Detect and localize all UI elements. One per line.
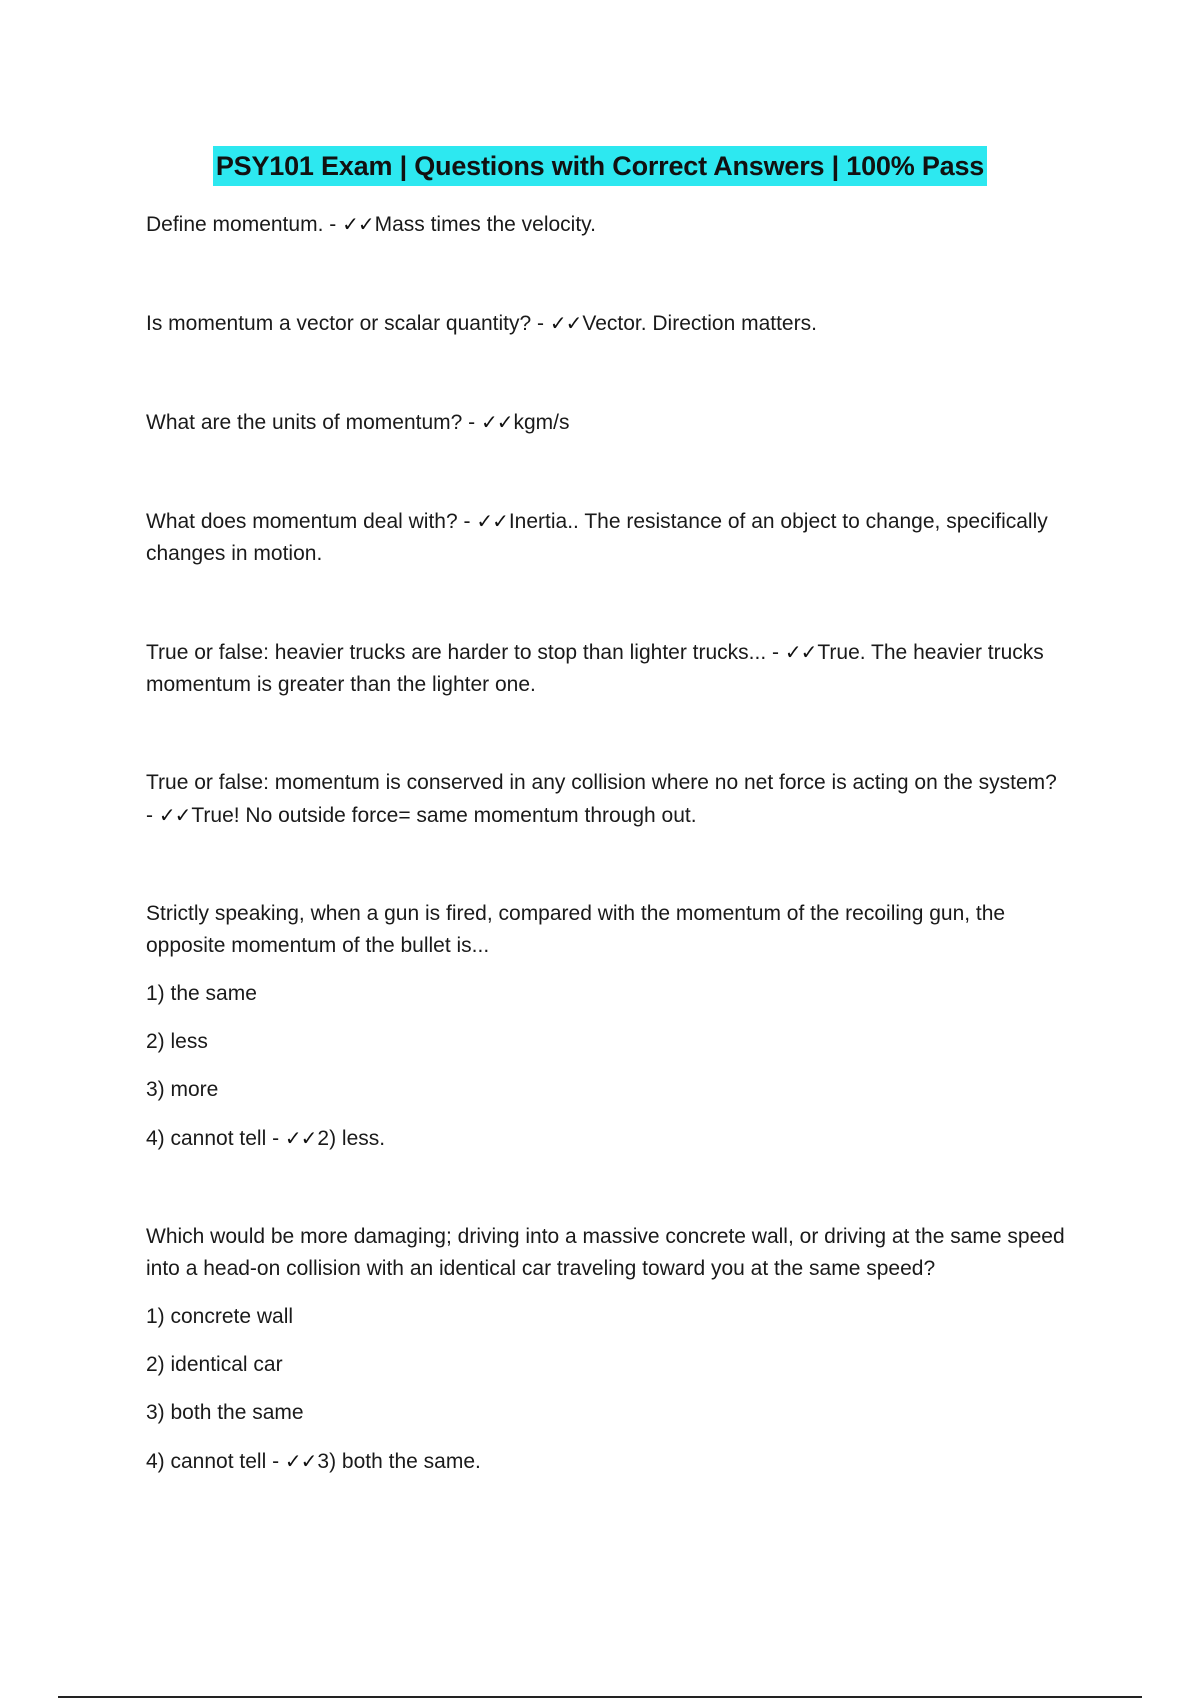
answer-text: 2) less. <box>317 1127 386 1150</box>
answer-text: 3) both the same. <box>317 1450 481 1473</box>
question-text: True or false: heavier trucks are harder to stop than lighter trucks... - <box>146 641 785 664</box>
answer-text: Mass times the velocity. <box>374 213 596 236</box>
qa-item <box>146 636 1066 701</box>
double-check-icon: ✓✓ <box>549 311 582 335</box>
answer-text: Inertia.. The resistance of an object to change, specifically changes in motion. <box>146 510 1048 565</box>
question-text: Strictly speaking, when a gun is fired, compared with the momentum of the recoiling gun, the opposite momentum of the bullet is... <box>146 902 1006 957</box>
qa-list <box>146 208 1066 1544</box>
double-check-icon: ✓✓ <box>342 212 374 236</box>
question-text: What are the units of momentum? - <box>146 411 481 434</box>
question-text: True or false: momentum is conserved in any collision where no net force is acting on the system? - <box>146 771 1057 827</box>
answer-text: kgm/s <box>513 411 570 434</box>
option: 3) both the same <box>146 1401 304 1424</box>
qa-item <box>146 208 1066 241</box>
qa-item-multiple-choice <box>146 1221 1066 1478</box>
option: 1) the same <box>146 982 257 1005</box>
question-text: Which would be more damaging; driving into a massive concrete wall, or driving at the same speed into a head-on collision with an identical car traveling toward you at the same speed? <box>146 1225 1065 1280</box>
qa-item <box>146 505 1066 570</box>
option: 1) concrete wall <box>146 1305 294 1328</box>
qa-text <box>146 406 1066 439</box>
footer-divider <box>58 1696 1142 1698</box>
qa-text <box>146 636 1066 701</box>
qa-item <box>146 406 1066 439</box>
answer-text: Vector. Direction matters. <box>582 312 817 335</box>
option-text: 4) cannot tell - <box>146 1450 285 1473</box>
option-list <box>146 978 1066 1155</box>
qa-item <box>146 767 1066 832</box>
qa-text <box>146 767 1066 832</box>
option-list <box>146 1301 1066 1478</box>
answer-text: True! No outside force= same momentum through out. <box>191 804 697 827</box>
option-text: 4) cannot tell - <box>146 1127 285 1150</box>
qa-text <box>146 505 1066 570</box>
option-with-answer <box>146 1445 1066 1478</box>
qa-text <box>146 208 1066 241</box>
option: 3) more <box>146 1078 219 1101</box>
question-text: Define momentum. - <box>146 213 343 236</box>
double-check-icon: ✓✓ <box>784 640 817 664</box>
qa-item-multiple-choice <box>146 898 1066 1155</box>
question-text: Is momentum a vector or scalar quantity? - <box>146 312 550 335</box>
question-text: What does momentum deal with? - <box>146 510 477 533</box>
answer-text: True. The heavier trucks momentum is greater than the lighter one. <box>146 641 1044 696</box>
title-wrap <box>0 146 1200 186</box>
option: 2) identical car <box>146 1353 283 1376</box>
double-check-icon: ✓✓ <box>284 1449 317 1473</box>
double-check-icon: ✓✓ <box>480 410 513 434</box>
double-check-icon: ✓✓ <box>158 803 191 827</box>
double-check-icon: ✓✓ <box>476 509 508 533</box>
document-title: PSY101 Exam | Questions with Correct Answers | 100% Pass <box>213 146 987 186</box>
qa-item <box>146 307 1066 340</box>
double-check-icon: ✓✓ <box>284 1126 317 1150</box>
option-with-answer <box>146 1122 1066 1155</box>
qa-text <box>146 307 1066 340</box>
option: 2) less <box>146 1030 208 1053</box>
